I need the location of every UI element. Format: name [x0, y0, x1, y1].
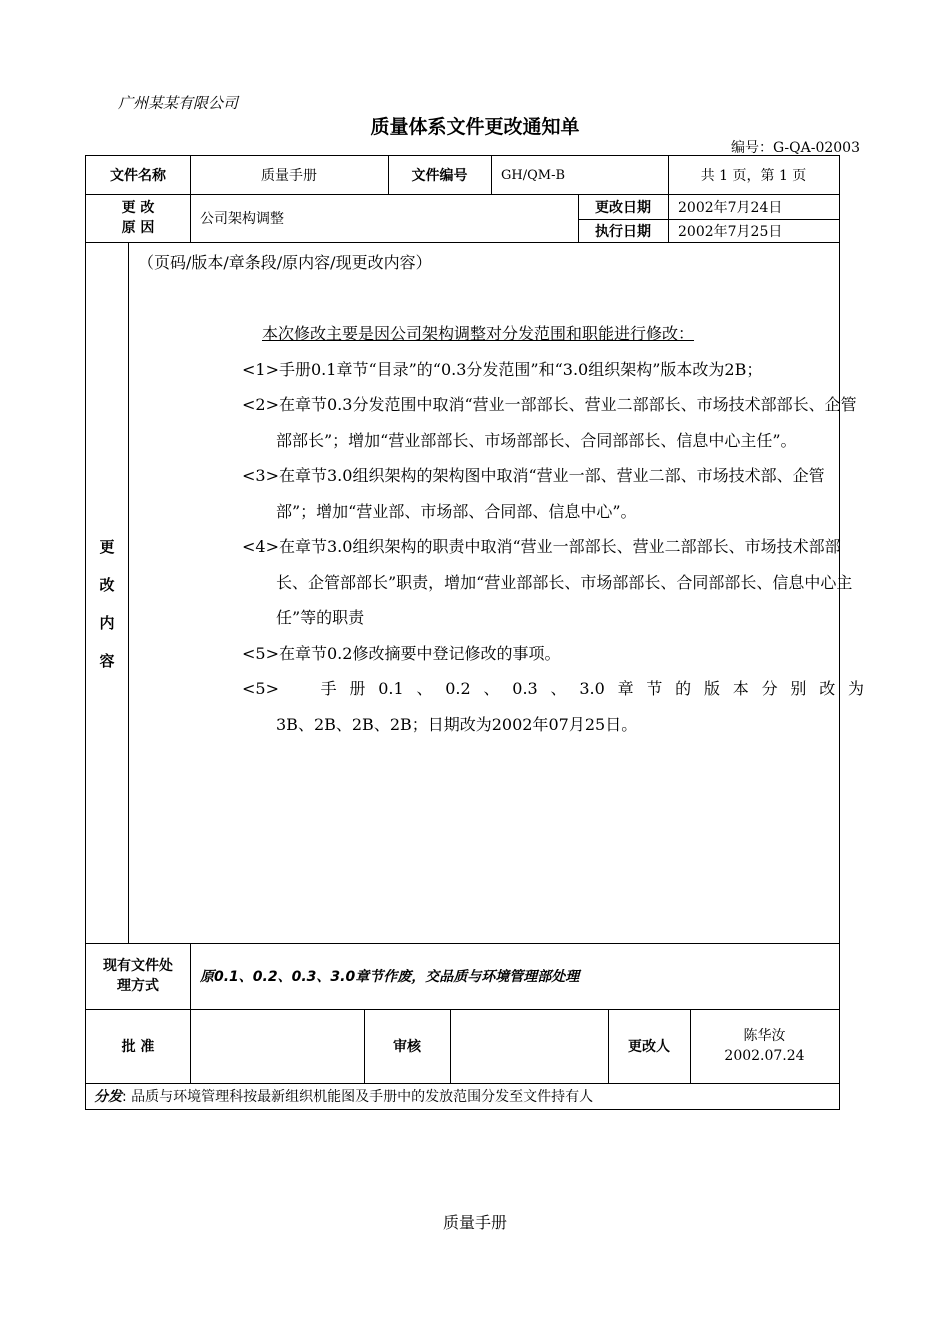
- changer-name: 陈华汝: [743, 1028, 786, 1044]
- intro-text: 本次修改主要是因公司架构调整对分发范围和职能进行修改：: [262, 324, 695, 343]
- file-name-value: 质量手册: [261, 168, 317, 184]
- change-item: <4>在章节3.0组织架构的职责中取消“营业一部部长、营业二部部长、市场技术部部长、企管部部长”职责，增加“营业部部长、市场部部长、合同部部长、信息中心主任”等的职责: [242, 537, 853, 627]
- change-content-label: [86, 528, 128, 680]
- content-hint: （页码/版本/章条段/原内容/现更改内容）: [138, 253, 432, 272]
- change-item-last-line2: 3B、2B、2B、2B；日期改为2002年07月25日。: [276, 714, 638, 734]
- change-item: <3>在章节3.0组织架构的架构图中取消“营业一部、营业二部、市场技术部、企管部”；增加“营业部、市场部、合同部、信息中心”。: [242, 466, 825, 521]
- intro-line: [214, 316, 864, 352]
- change-item: <2>在章节0.3分发范围中取消“营业一部部长、营业二部部长、市场技术部部长、企管部部长”；增加“营业部部长、市场部部长、合同部部长、信息中心主任”。: [242, 395, 857, 450]
- row-divider: [86, 242, 839, 243]
- side-label-char: 内: [99, 614, 115, 632]
- handling-label-line1: 现有文件处: [103, 958, 173, 974]
- change-reason-label-line2: 原 因: [121, 220, 155, 236]
- side-label-char: 容: [99, 652, 115, 670]
- page-title: 质量体系文件更改通知单: [370, 116, 580, 138]
- distribution-text: : 品质与环境管理科按最新组织机能图及手册中的发放范围分发至文件持有人: [122, 1089, 594, 1105]
- handling-label-line2: 理方式: [117, 978, 159, 994]
- file-name-label: 文件名称: [110, 168, 166, 184]
- approve-label: 批 准: [121, 1039, 155, 1055]
- distribution-row: [86, 1083, 839, 1109]
- file-code-value: GH/QM-B: [501, 167, 566, 183]
- change-reason-label-line1: 更 改: [121, 200, 155, 216]
- handling-value: 原0.1、0.2、0.3、3.0章节作废，交品质与环境管理部处理: [200, 969, 580, 985]
- distribution-label: 分发: [94, 1089, 122, 1105]
- change-date-label: 更改日期: [595, 199, 651, 216]
- change-notice-form: [85, 155, 864, 1110]
- change-reason-label: [86, 194, 190, 242]
- change-reason-value: 公司架构调整: [200, 211, 284, 227]
- exec-date-label: 执行日期: [595, 223, 651, 240]
- change-item-last-line1: <5> 手册0.1、0.2、0.3、3.0章节的版本分别改为: [242, 679, 864, 698]
- document-number: 编号：G-QA-02003: [730, 140, 860, 156]
- file-code-label: 文件编号: [411, 168, 468, 184]
- page-footer: 质量手册: [442, 1213, 507, 1232]
- side-label-char: 更: [99, 538, 115, 556]
- review-signature: [450, 1009, 608, 1083]
- changer-date: 2002.07.24: [724, 1048, 805, 1064]
- change-item: <1>手册0.1章节“目录”的“0.3分发范围”和“3.0组织架构”版本改为2B；: [242, 359, 763, 379]
- exec-date-value: 2002年7月25日: [678, 223, 783, 240]
- review-label: 审核: [393, 1039, 421, 1055]
- changer-info: [690, 1009, 839, 1083]
- change-content: [214, 316, 864, 742]
- handling-label: [86, 943, 190, 1009]
- change-item: <5>在章节0.2修改摘要中登记修改的事项。: [242, 643, 561, 663]
- changer-label: 更改人: [628, 1039, 670, 1055]
- change-date-value: 2002年7月24日: [678, 199, 783, 216]
- side-label-char: 改: [99, 576, 115, 594]
- col-divider: [128, 242, 129, 943]
- approve-signature: [190, 1009, 364, 1083]
- company-name: 广州某某有限公司: [118, 94, 239, 112]
- page-count: 共 1 页，第 1 页: [700, 168, 807, 184]
